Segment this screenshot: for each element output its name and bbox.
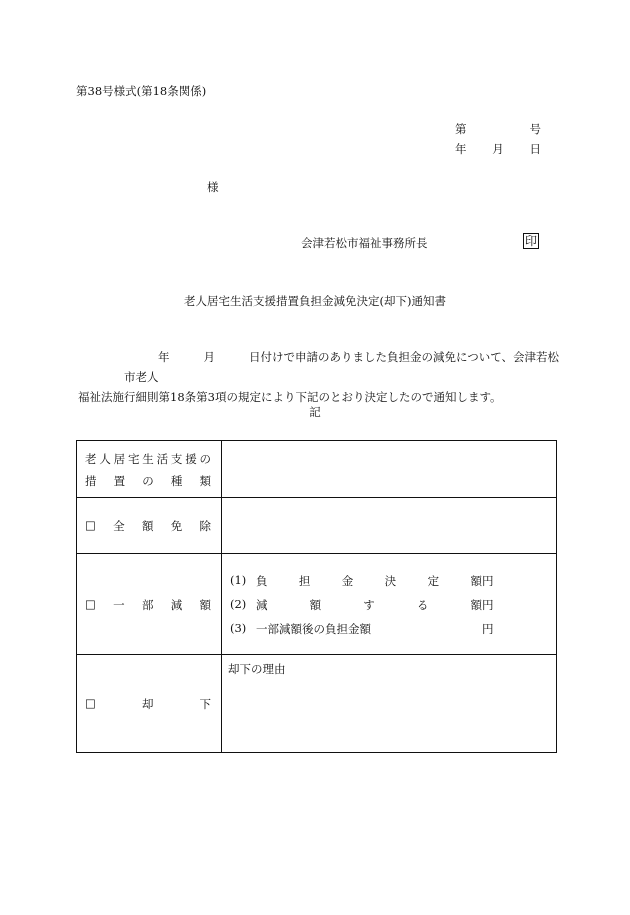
spread-char: □ <box>85 518 96 532</box>
spread-char: 措 <box>85 474 97 488</box>
service-type-label-line1 <box>85 451 211 467</box>
rejection-reason-cell <box>222 655 556 753</box>
spread-char: 減 <box>170 598 183 612</box>
spread-char: 定 <box>427 574 440 588</box>
date-day: 日 <box>529 142 541 156</box>
ki-heading: 記 <box>309 405 321 419</box>
issue-date-line <box>455 141 541 157</box>
body-line-2: 福祉法施行細則第18条第3項の規定により下記のとおり決定したので通知します。 <box>78 390 502 404</box>
doc-number-suffix: 号 <box>529 122 541 136</box>
spread-char: 額 <box>470 574 482 588</box>
rejection-label-cell <box>77 655 222 753</box>
amount-num: (1) <box>230 573 247 587</box>
spread-char: 決 <box>384 574 397 588</box>
amount-line-decided <box>230 573 492 589</box>
document-number-line <box>455 121 541 137</box>
table-row-rejection <box>77 654 556 753</box>
full-exemption-label-cell <box>77 498 222 554</box>
body-line-1-text: 日付けで申請のありました負担金の減免について、会津若松市老人 <box>124 350 560 384</box>
issuer-name: 会津若松市福祉事務所長 <box>301 236 428 250</box>
spread-char: 活 <box>156 452 169 466</box>
body-month: 月 <box>203 350 215 364</box>
amount-unit: 円 <box>482 598 494 612</box>
body-text <box>78 347 560 407</box>
amount-line-after-reduction <box>230 621 492 637</box>
table-row-partial-reduction <box>77 553 556 655</box>
amount-unit: 円 <box>482 574 494 588</box>
spread-char: 人 <box>99 452 111 466</box>
date-year: 年 <box>455 142 467 156</box>
spread-char: の <box>199 452 211 466</box>
table-row-service-type <box>77 441 556 497</box>
body-year: 年 <box>158 350 170 364</box>
partial-reduction-label-cell <box>77 554 222 655</box>
spread-char: 下 <box>199 697 211 711</box>
spread-char: 額 <box>141 519 154 533</box>
full-exemption-label <box>85 518 211 534</box>
amount-line-reduction <box>230 597 492 613</box>
spread-char: 類 <box>199 474 211 488</box>
spread-char: 援 <box>185 452 197 466</box>
decision-table <box>76 440 557 753</box>
amount-unit: 円 <box>482 622 494 636</box>
spread-char: 宅 <box>127 452 140 466</box>
spread-char: 担 <box>298 574 311 588</box>
spread-char: す <box>363 598 375 612</box>
spread-char: □ <box>85 597 96 611</box>
spread-char: 置 <box>113 474 126 488</box>
spread-char: 全 <box>113 519 125 533</box>
service-type-value-cell <box>222 441 556 497</box>
amount-text <box>256 597 492 613</box>
spread-char: の <box>142 474 154 488</box>
spread-char: 支 <box>170 452 183 466</box>
spread-char: 額 <box>309 598 322 612</box>
spread-char: 老 <box>85 452 97 466</box>
service-type-label-cell <box>77 441 222 497</box>
spread-char: 却 <box>141 697 154 711</box>
spread-char: 生 <box>142 452 154 466</box>
date-month: 月 <box>492 142 504 156</box>
spread-char: 額 <box>199 598 211 612</box>
rejection-label <box>85 696 211 712</box>
doc-number-prefix: 第 <box>455 122 467 136</box>
spread-char: 部 <box>141 598 154 612</box>
spread-char: 金 <box>341 574 354 588</box>
rejection-reason-label: 却下の理由 <box>228 662 286 676</box>
amount-text <box>256 573 492 589</box>
spread-char: 免 <box>170 519 183 533</box>
amount-text: 一部減額後の負担金額 <box>256 622 371 636</box>
addressee-suffix: 様 <box>207 180 219 194</box>
spread-char: 減 <box>256 598 268 612</box>
spread-char: 負 <box>256 574 268 588</box>
form-number: 第38号様式(第18条関係) <box>76 84 207 98</box>
spread-char: 一 <box>113 598 125 612</box>
spread-char: 居 <box>113 452 126 466</box>
partial-reduction-value-cell <box>222 554 556 655</box>
full-exemption-value-cell <box>222 498 556 554</box>
spread-char: 額 <box>470 598 482 612</box>
spread-char: 除 <box>199 519 211 533</box>
document-title: 老人居宅生活支援措置負担金減免決定(却下)通知書 <box>184 294 446 308</box>
service-type-label-line2 <box>85 473 211 489</box>
spread-char: る <box>416 598 429 612</box>
spread-char: 種 <box>170 474 183 488</box>
table-row-full-exemption <box>77 497 556 554</box>
amount-num: (3) <box>230 621 247 635</box>
body-line-1 <box>90 347 560 387</box>
amount-num: (2) <box>230 597 247 611</box>
spread-char: □ <box>85 696 96 710</box>
partial-reduction-label <box>85 597 211 613</box>
seal-mark: 印 <box>525 234 538 248</box>
